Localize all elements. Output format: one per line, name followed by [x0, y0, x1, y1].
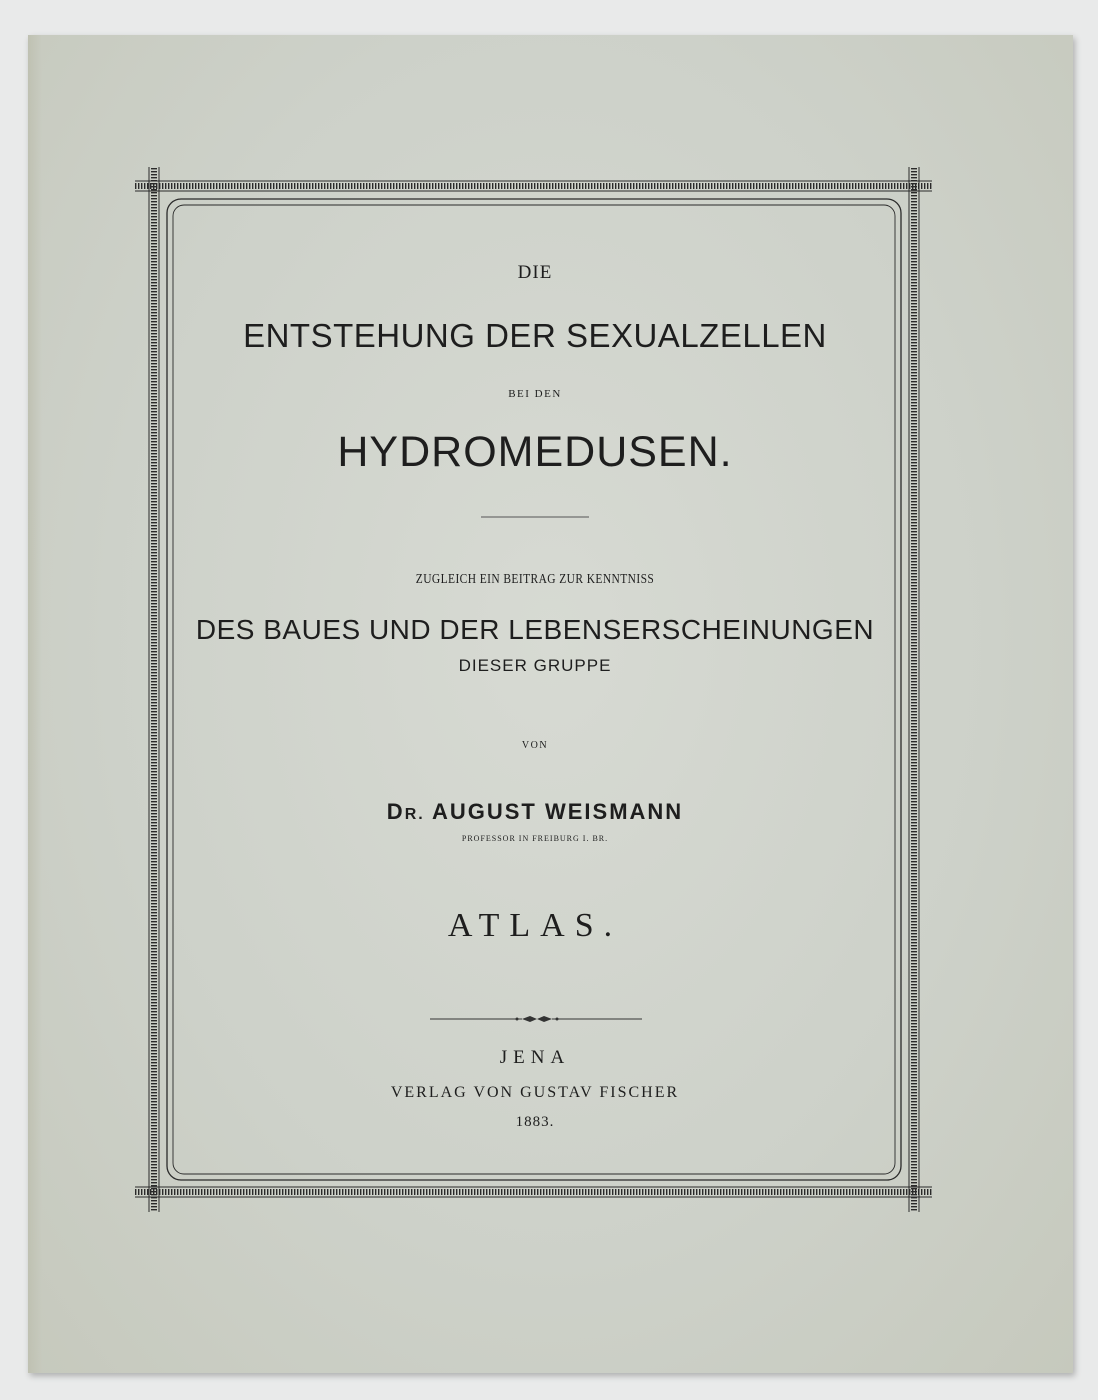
- author-prefix: D: [386, 799, 405, 824]
- line-die: DIE: [517, 262, 553, 283]
- author-prefix-small: R.: [404, 806, 425, 823]
- line-von: VON: [521, 740, 549, 751]
- publisher: VERLAG VON GUSTAV FISCHER: [390, 1084, 680, 1101]
- title-line-2: HYDROMEDUSEN.: [337, 428, 733, 476]
- volume-label: ATLAS.: [447, 907, 623, 944]
- subtitle-line-2: DES BAUES UND DER LEBENSERSCHEINUNGEN: [195, 614, 875, 645]
- author-name-text: AUGUST WEISMANN: [431, 799, 684, 824]
- author-affiliation: PROFESSOR IN FREIBURG I. BR.: [461, 834, 609, 843]
- title-line-1: ENTSTEHUNG DER SEXUALZELLEN: [243, 317, 827, 354]
- line-bei-den: BEI DEN: [508, 388, 562, 400]
- author-name: [175, 799, 895, 825]
- publication-year: 1883.: [515, 1114, 555, 1130]
- subtitle-line-1: ZUGLEICH EIN BEITRAG ZUR KENNTNISS: [415, 572, 655, 587]
- publication-place: JENA: [499, 1047, 571, 1068]
- subtitle-line-3: DIESER GRUPPE: [458, 656, 612, 675]
